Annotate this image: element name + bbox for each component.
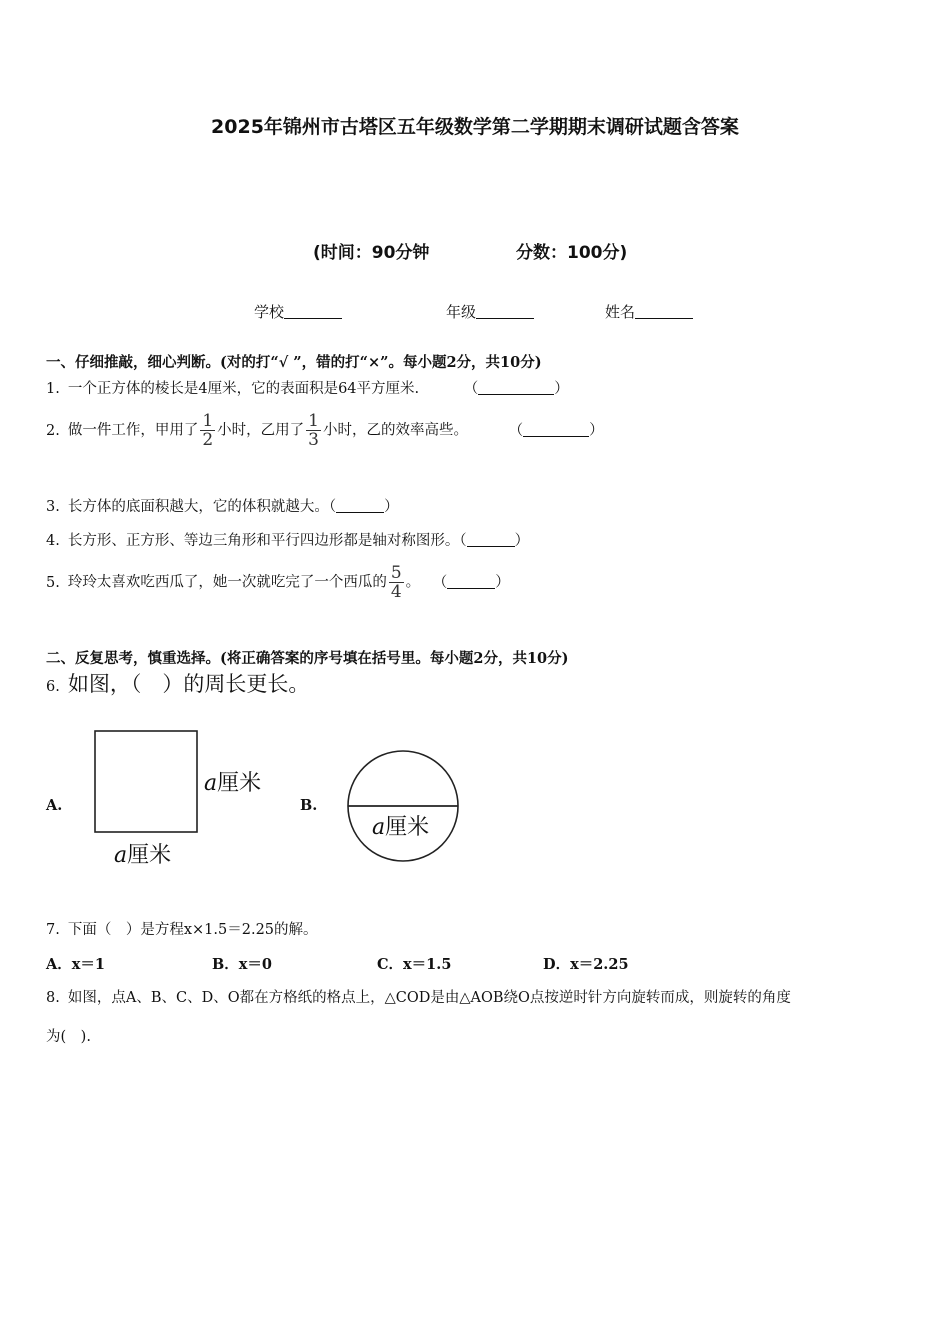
- q2-fraction-1: [200, 412, 215, 449]
- q3-paren-right: ）: [384, 499, 399, 515]
- page-title: 2025年锦州市古塔区五年级数学第二学期期末调研试题含答案: [211, 116, 739, 138]
- grade-blank[interactable]: [476, 304, 534, 319]
- section1-heading: 一、仔细推敲，细心判断。(对的打“√ ”，错的打“×”。每小题2分，共10分): [46, 354, 542, 371]
- q7-option-d[interactable]: D．x＝2.25: [543, 956, 629, 973]
- q8-text-line2: 为( ).: [46, 1029, 91, 1045]
- question-2: [46, 412, 604, 449]
- q2-text-2: 小时，乙用了: [217, 422, 305, 439]
- q5-text-1: 玲玲太喜欢吃西瓜了，她一次就吃完了一个西瓜的: [67, 574, 387, 591]
- q6-text: 如图，（ ）的周长更长。: [67, 672, 310, 696]
- square-shape: [95, 731, 197, 832]
- q7-option-c[interactable]: C．x＝1.5: [377, 956, 452, 973]
- school-blank[interactable]: [284, 304, 342, 319]
- q1-paren-left: （: [463, 381, 479, 397]
- q2-text-1: 做一件工作，甲用了: [67, 422, 199, 439]
- name-label: 姓名: [605, 303, 636, 321]
- q2-f1-denominator: 2: [202, 430, 214, 450]
- q1-text: 一个正方体的棱长是4厘米，它的表面积是64平方厘米.: [67, 381, 420, 397]
- q2-fraction-2: [306, 412, 321, 449]
- q1-answer-blank[interactable]: [478, 380, 554, 395]
- q6-square-bottom-label: [114, 838, 171, 869]
- q2-paren-left: （: [508, 422, 524, 439]
- q5-paren-right: ）: [495, 574, 510, 591]
- q6-circle-figure: [344, 747, 464, 867]
- school-label: 学校: [254, 303, 285, 321]
- q1-paren-right: ）: [554, 381, 569, 397]
- exam-time: (时间：90分钟: [313, 243, 430, 263]
- question-6: [46, 668, 309, 698]
- q6-option-b[interactable]: B.: [300, 797, 318, 814]
- q3-answer-blank[interactable]: [336, 498, 384, 513]
- q6-circle-label: [372, 810, 429, 841]
- q8-text-line1: 如图，点A、B、C、D、O都在方格纸的格点上，△COD是由△AOB绕O点按逆时针方向旋转而成，则旋转的角度: [67, 990, 791, 1006]
- q5-answer-blank[interactable]: [447, 574, 495, 589]
- section2-heading: 二、反复思考，慎重选择。(将正确答案的序号填在括号里。每小题2分，共10分): [46, 650, 569, 667]
- q7-text: 下面（ ）是方程x×1.5＝2.25的解。: [67, 922, 318, 938]
- q7-option-a[interactable]: A．x＝1: [46, 956, 105, 973]
- question-5: [46, 564, 510, 601]
- q5-paren-left: （: [432, 574, 448, 591]
- q7-option-b[interactable]: B．x＝0: [212, 956, 272, 973]
- q5-text-2: 。: [405, 574, 421, 591]
- q6-number: 6.: [46, 679, 60, 695]
- q6-option-a[interactable]: A.: [46, 797, 63, 814]
- var-a: a: [114, 843, 128, 868]
- q2-f2-numerator: 1: [308, 411, 319, 431]
- q5-number: 5.: [46, 574, 60, 591]
- q3-text: 长方体的底面积越大，它的体积就越大。: [67, 499, 329, 515]
- var-a: a: [204, 771, 218, 796]
- q2-text-3: 小时，乙的效率高些。: [323, 422, 468, 439]
- name-blank[interactable]: [635, 304, 693, 319]
- unit-cm: 厘米: [217, 771, 262, 796]
- grade-label: 年级: [446, 303, 477, 321]
- q4-paren-right: ）: [514, 533, 530, 549]
- q2-answer-blank[interactable]: [523, 422, 589, 437]
- q8-number: 8.: [46, 990, 60, 1006]
- exam-score: 分数：100分): [516, 243, 628, 263]
- q1-number: 1.: [46, 381, 60, 397]
- question-1: [46, 377, 569, 398]
- q2-number: 2.: [46, 422, 60, 439]
- name-field[interactable]: [605, 301, 693, 322]
- school-field[interactable]: [254, 301, 342, 322]
- q3-paren-left: （: [328, 499, 337, 515]
- q6-square-side-label: [204, 766, 261, 797]
- q2-paren-right: ）: [589, 422, 604, 439]
- question-7: [46, 918, 318, 939]
- q5-denominator: 4: [390, 582, 402, 602]
- q5-numerator: 5: [390, 563, 402, 583]
- q4-paren-left: （: [459, 533, 467, 549]
- question-8: [46, 986, 791, 1007]
- q4-text: 长方形、正方形、等边三角形和平行四边形都是轴对称图形。: [67, 533, 460, 549]
- grade-field[interactable]: [446, 301, 534, 322]
- unit-cm: 厘米: [385, 815, 430, 840]
- q2-f2-denominator: 3: [308, 430, 319, 450]
- q2-f1-numerator: 1: [202, 411, 214, 431]
- q4-answer-blank[interactable]: [467, 532, 515, 547]
- question-3: [46, 495, 399, 516]
- var-a: a: [372, 815, 386, 840]
- unit-cm: 厘米: [127, 843, 172, 868]
- q4-number: 4.: [46, 533, 60, 549]
- question-4: [46, 529, 529, 550]
- q3-number: 3.: [46, 499, 60, 515]
- q7-number: 7.: [46, 922, 60, 938]
- q5-fraction: [389, 564, 404, 601]
